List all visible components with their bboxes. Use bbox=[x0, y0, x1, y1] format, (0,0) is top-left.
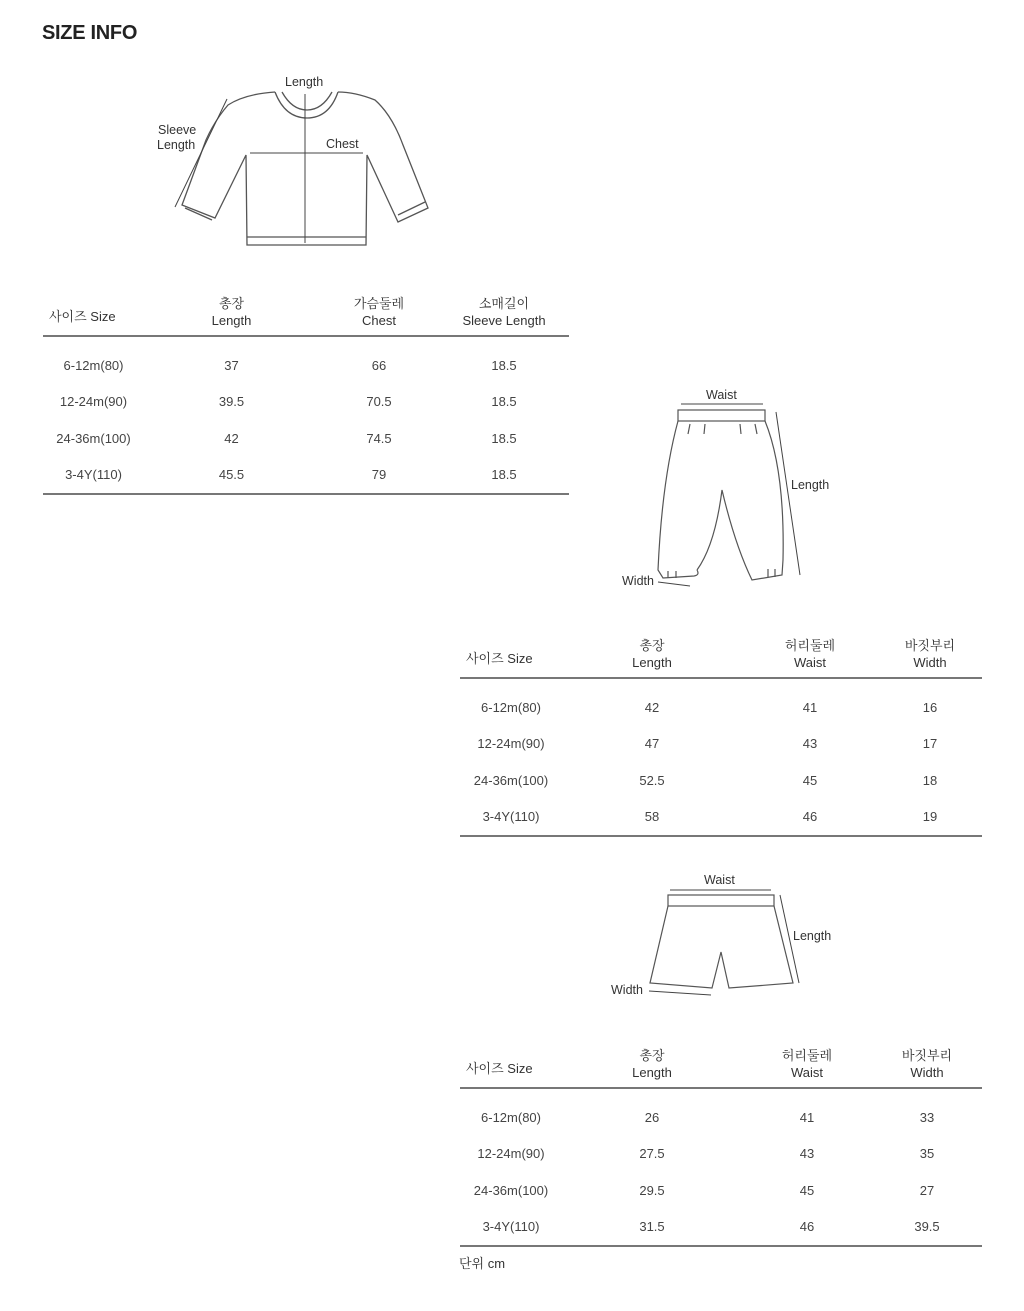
table-row: 12-24m(90) 27.5 43 35 bbox=[477, 1146, 935, 1162]
top-diagram bbox=[157, 70, 450, 255]
table-header-row bbox=[460, 1047, 982, 1088]
table-row: 3-4Y(110) 45.5 79 18.5 bbox=[43, 457, 569, 495]
sleeve-length-label-line2: Length bbox=[157, 138, 196, 152]
header-length: 총장 Length bbox=[562, 637, 742, 678]
chest-label: Chest bbox=[326, 137, 359, 151]
table-row: 3-4Y(110) 31.5 46 39.5 bbox=[460, 1209, 982, 1247]
table-row: 24-36m(100) 29.5 45 27 bbox=[473, 1182, 935, 1198]
sweatshirt-icon bbox=[160, 70, 450, 255]
header-size: 사이즈 Size bbox=[460, 637, 562, 678]
width-label: Width bbox=[622, 574, 654, 588]
waist-label: Waist bbox=[706, 388, 737, 402]
table-header-row bbox=[43, 295, 569, 336]
table-row: 3-4Y(110) 58 46 19 bbox=[460, 799, 982, 837]
table-row: 12-24m(90) 39.5 70.5 18.5 bbox=[59, 394, 517, 410]
header-size: 사이즈 Size bbox=[460, 1047, 562, 1088]
waist-label: Waist bbox=[704, 873, 735, 887]
shorts-diagram bbox=[600, 865, 860, 1005]
page-title: SIZE INFO bbox=[42, 22, 138, 44]
table-header-row bbox=[460, 637, 982, 678]
table-row: 12-24m(90) 47 43 17 bbox=[477, 736, 938, 752]
pants-size-table bbox=[460, 637, 982, 837]
header-size: 사이즈 Size bbox=[43, 295, 144, 336]
shorts-size-table bbox=[460, 1047, 982, 1247]
header-length: 총장 Length bbox=[144, 295, 319, 336]
length-label: Length bbox=[793, 929, 832, 943]
header-width: 바짓부리 Width bbox=[878, 637, 982, 678]
sleeve-length-label-line1: Sleeve bbox=[158, 123, 197, 137]
unit-note: 단위 cm bbox=[459, 1256, 506, 1271]
table-row: 6-12m(80) 26 41 33 bbox=[481, 1109, 935, 1125]
header-width: 바짓부리 Width bbox=[872, 1047, 982, 1088]
top-size-table bbox=[43, 295, 569, 495]
table-row: 6-12m(80) 37 66 18.5 bbox=[63, 357, 517, 373]
length-label: Length bbox=[791, 478, 830, 492]
header-waist: 허리둘레 Waist bbox=[742, 1047, 872, 1088]
pants-diagram bbox=[600, 380, 860, 600]
width-label: Width bbox=[611, 983, 643, 997]
table-row: 24-36m(100) 52.5 45 18 bbox=[473, 772, 938, 788]
table-row: 6-12m(80) 42 41 16 bbox=[481, 699, 938, 715]
header-waist: 허리둘레 Waist bbox=[742, 637, 878, 678]
header-sleeve-length: 소매길이 Sleeve Length bbox=[439, 295, 569, 336]
length-label: Length bbox=[285, 75, 324, 89]
header-length: 총장 Length bbox=[562, 1047, 742, 1088]
header-chest: 가슴둘레 Chest bbox=[319, 295, 439, 336]
table-row: 24-36m(100) 42 74.5 18.5 bbox=[56, 430, 517, 446]
